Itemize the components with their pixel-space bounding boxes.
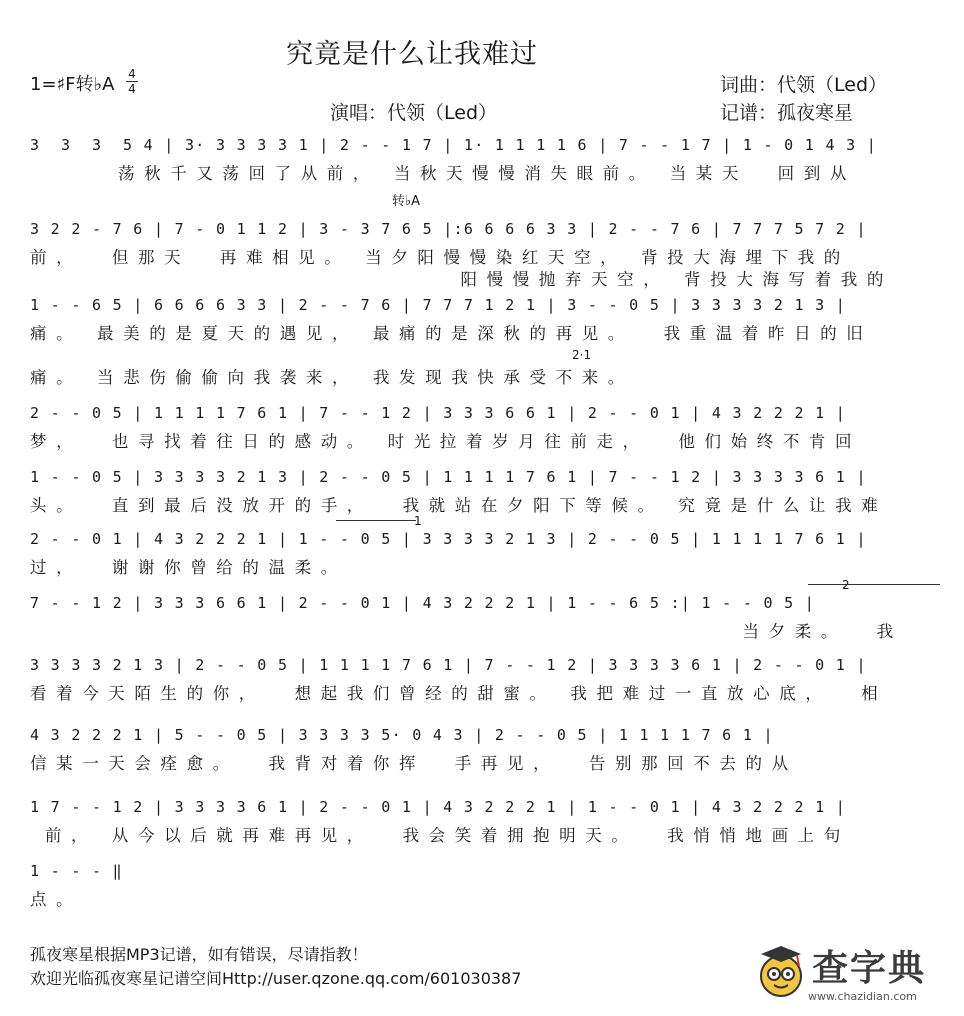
lyric-line: 前， 从今以后就再难再见， 我会笑着拥抱明天。 我悄悄地画上句 xyxy=(30,826,850,845)
lyric-line: 过， 谢谢你曾给的温柔。 xyxy=(30,558,347,577)
footer-note: 孤夜寒星根据MP3记谱，如有错误，尽请指教！ xyxy=(30,945,368,964)
score-system xyxy=(0,194,964,289)
mascot-icon xyxy=(752,942,810,1000)
note-line: 3 2 2 - 7 6 | 7 - 0 1 1 2 | 3 - 3 7 6 5 |:6 6 6 6 3 3 | 2 - - 7 6 | 7 7 7 5 7 2 | xyxy=(30,220,867,238)
score-system xyxy=(0,656,964,720)
lyric-line: 前， 但那天 再难相见。 当夕阳慢慢染红天空， 背投大海埋下我的 xyxy=(30,248,850,267)
lyric-line: 当夕柔。 我 xyxy=(30,622,903,641)
lyric-line: 信某一天会痊愈。 我背对着你挥 手再见， 告别那回不去的从 xyxy=(30,754,798,773)
score-system xyxy=(0,726,964,790)
volta-1-label: 1 xyxy=(414,514,422,528)
singer-credit: 演唱：代领（Led） xyxy=(330,102,498,124)
note-line: 3 3 3 5 4 | 3· 3 3 3 3 1 | 2 - - 1 7 | 1· 1 1 1 1 6 | 7 - - 1 7 | 1 - 0 1 4 3 | xyxy=(30,136,878,154)
score-system xyxy=(0,862,964,926)
lyric-line: 痛。 最美的是夏天的遇见， 最痛的是深秋的再见。 我重温着昨日的旧 xyxy=(30,324,873,343)
lyric-line: 荡秋千又荡回了从前， 当秋天慢慢消失眼前。 当某天 回到从 xyxy=(118,164,856,183)
note-line: 1 - - - ‖ xyxy=(30,862,123,880)
score-system xyxy=(0,578,964,658)
time-signature-bottom: 4 xyxy=(128,82,136,96)
note-line: 4 3 2 2 2 1 | 5 - - 0 5 | 3 3 3 3 5· 0 4 3 | 2 - - 0 5 | 1 1 1 1 7 6 1 | xyxy=(30,726,774,744)
watermark-text: 查字典 xyxy=(812,948,927,989)
lyric-line: 看着今天陌生的你， 想起我们曾经的甜蜜。 我把难过一直放心底， 相 xyxy=(30,684,888,703)
lyric-line: 头。 直到最后没放开的手， 我就站在夕阳下等候。 究竟是什么让我难 xyxy=(30,496,888,515)
key-change-mark: 转♭A xyxy=(392,194,421,209)
note-line: 7 - - 1 2 | 3 3 3 6 6 1 | 2 - - 0 1 | 4 3 2 2 2 1 | 1 - - 6 5 :| 1 - - 0 5 | xyxy=(30,594,816,612)
lyric-line: 点。 xyxy=(30,890,83,909)
note-line: 1 7 - - 1 2 | 3 3 3 3 6 1 | 2 - - 0 1 | 4 3 2 2 2 1 | 1 - - 0 1 | 4 3 2 2 2 1 | xyxy=(30,798,847,816)
volta-bracket-2 xyxy=(808,584,940,585)
note-line: 1 - - 6 5 | 6 6 6 6 3 3 | 2 - - 7 6 | 7 7 7 1 2 1 | 3 - - 0 5 | 3 3 3 3 2 1 3 | xyxy=(30,296,847,314)
transcriber-credit: 记谱：孤夜寒星 xyxy=(720,102,854,124)
lyric-line-alt: 痛。 当悲伤偷偷向我袭来， 我发现我快承受不来。 xyxy=(30,368,634,387)
footer-link[interactable]: 欢迎光临孤夜寒星记谱空间Http://user.qzone.qq.com/601030387 xyxy=(30,969,522,988)
note-line: 1 - - 0 5 | 3 3 3 3 2 1 3 | 2 - - 0 5 | 1 1 1 1 7 6 1 | 7 - - 1 2 | 3 3 3 3 6 1 | xyxy=(30,468,867,486)
key-signature: 1=♯F转♭A xyxy=(30,74,115,95)
note-line: 2 - - 0 5 | 1 1 1 1 7 6 1 | 7 - - 1 2 | 3 3 3 6 6 1 | 2 - - 0 1 | 4 3 2 2 2 1 | xyxy=(30,404,847,422)
ending-note-mark: 2·1 xyxy=(572,348,592,362)
score-system xyxy=(0,468,964,532)
song-title: 究竟是什么让我难过 xyxy=(286,39,538,70)
time-signature-top: 4 xyxy=(128,67,136,81)
watermark-url: www.chazidian.com xyxy=(808,990,917,1003)
watermark-logo xyxy=(752,936,952,1006)
time-signature xyxy=(126,68,138,95)
score-system xyxy=(0,404,964,468)
composer-credit: 词曲：代领（Led） xyxy=(720,74,888,96)
note-line: 2 - - 0 1 | 4 3 2 2 2 1 | 1 - - 0 5 | 3 3 3 3 2 1 3 | 2 - - 0 5 | 1 1 1 1 7 6 1 | xyxy=(30,530,867,548)
score-system xyxy=(0,798,964,862)
score-system xyxy=(0,136,964,200)
note-line: 3 3 3 3 2 1 3 | 2 - - 0 5 | 1 1 1 1 7 6 1 | 7 - - 1 2 | 3 3 3 3 6 1 | 2 - - 0 1 | xyxy=(30,656,867,674)
volta-bracket-1 xyxy=(336,520,416,521)
lyric-line-alt: 阳慢慢抛弃天空， 背投大海写着我的 xyxy=(30,270,893,289)
score-system xyxy=(0,296,964,387)
lyric-line: 梦， 也寻找着往日的感动。 时光拉着岁月往前走， 他们始终不肯回 xyxy=(30,432,862,451)
volta-2-label: 2 xyxy=(842,578,850,592)
